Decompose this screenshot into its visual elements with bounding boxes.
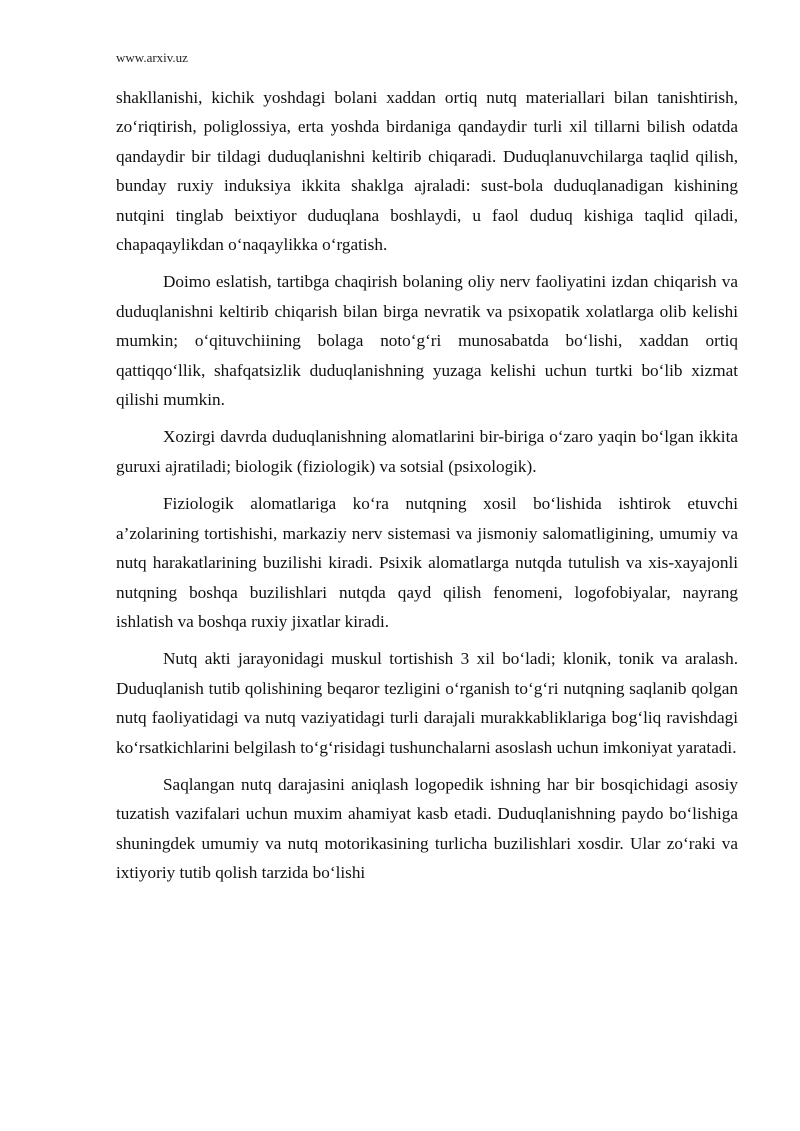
paragraph: Xozirgi davrda duduqlanishning alomatlarini bir-biriga o‘zaro yaqin bo‘lgan ikkita guruxi ajratiladi; biologik (fiziologik) va sotsial (psixologik).: [116, 427, 738, 476]
paragraph: Saqlangan nutq darajasini aniqlash logopedik ishning har bir bosqichidagi asosiy tuzatish vazifalari uchun muxim ahamiyat kasb etadi. Duduqlanishning paydo bo‘lishiga shuningdek umumiy va nutq motorikasining turlicha buzilishlari xosdir. Ular zo‘raki va ixtiyoriy tutib qolish tarzida bo‘lishi: [116, 774, 738, 883]
paragraph: Doimo eslatish, tartibga chaqirish bolaning oliy nerv faoliyatini izdan chiqarish va duduqlanishni keltirib chiqarish bilan birga nevratik va psixopatik xolatlarga olib kelishi mumkin; o‘qituvchiining bolaga noto‘g‘ri munosabatda bo‘lishi, xaddan ortiq qattiqqo‘llik, shafqatsizlik duduqlanishning yuzaga kelishi uchun turtki bo‘lib xizmat qilishi mumkin.: [116, 272, 738, 410]
paragraph-continuation: shakllanishi, kichik yoshdagi bolani xaddan ortiq nutq materiallari bilan tanishtirish, zo‘riqtirish, poliglossiya, erta yoshda birdaniga qandaydir turli xil tillarni bilish odatda qandaydir bir tildagi duduqlanishni keltirib chiqaradi. Duduqlanuvchilarga taqlid qilish, bunday ruxiy induksiya ikkita shaklga ajraladi: sust-bola duduqlanadigan kishining nutqini tinglab beixtiyor duduqlana boshlaydi, u faol duduq kishiga taqlid qiladi, chapaqaylikdan o‘naqaylikka o‘rgatish.: [116, 88, 738, 255]
page-header-site: www.arxiv.uz: [116, 50, 188, 65]
paragraph: Nutq akti jarayonidagi muskul tortishish 3 xil bo‘ladi; klonik, tonik va aralash. Duduqlanish tutib qolishining beqaror tezligini o‘rganish to‘g‘ri nutqning saqlanib qolgan nutq faoliyatidagi va nutq vaziyatidagi turli darajali murakkabliklariga bog‘liq ravishdagi ko‘rsatkichlarini belgilash to‘g‘risidagi tushunchalarni asoslash uchun imkoniyat yaratadi.: [116, 649, 738, 757]
paragraph: Fiziologik alomatlariga ko‘ra nutqning xosil bo‘lishida ishtirok etuvchi a’zolarining tortishishi, markaziy nerv sistemasi va jismoniy salomatligining, umumiy va nutq harakatlarining buzilishi kiradi. Psixik alomatlarga nutqda tutulish va xis-xayajonli nutqning boshqa buzilishlari nutqda qayd qilish fenomeni, logofobiyalar, nayrang ishlatish va boshqa ruxiy jixatlar kiradi.: [116, 494, 738, 631]
document-body: [116, 83, 738, 896]
